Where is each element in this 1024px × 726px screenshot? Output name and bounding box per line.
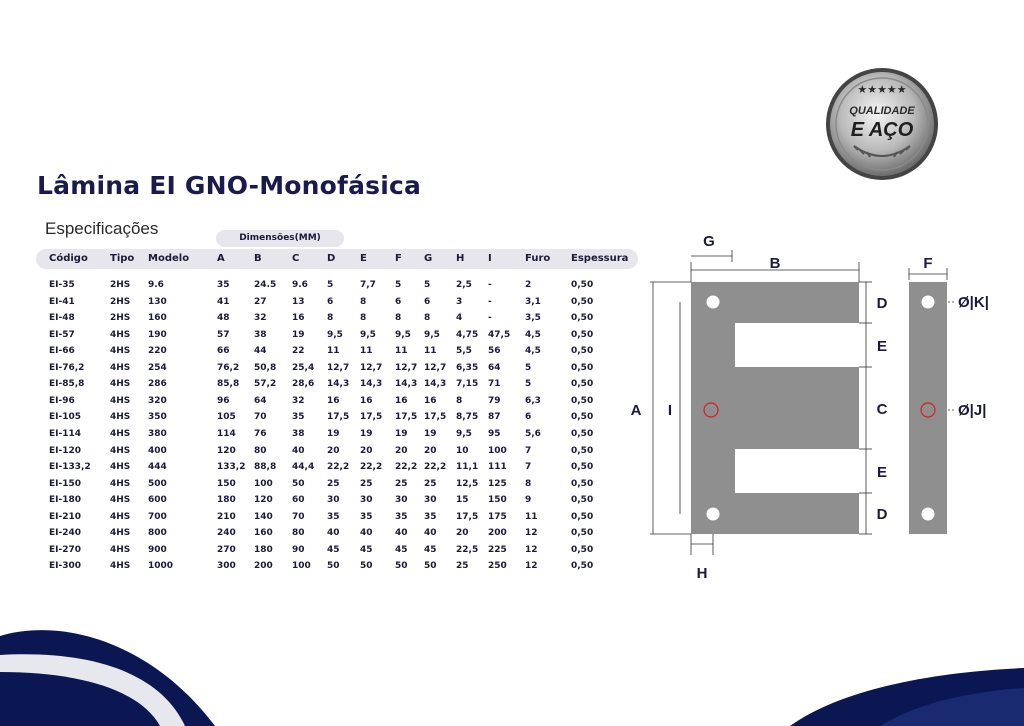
- table-cell: EI-85,8: [49, 379, 85, 390]
- table-cell: 4HS: [110, 561, 131, 572]
- table-cell: 50: [424, 561, 437, 572]
- table-cell: 50: [327, 561, 340, 572]
- table-cell: 4HS: [110, 346, 131, 357]
- table-cell: 220: [148, 346, 167, 357]
- table-cell: 120: [254, 495, 273, 506]
- table-cell: 12: [525, 528, 538, 539]
- table-cell: 2HS: [110, 313, 131, 324]
- table-cell: 50: [395, 561, 408, 572]
- table-cell: 4,5: [525, 329, 541, 340]
- table-cell: 16: [424, 395, 437, 406]
- table-cell: 16: [360, 395, 373, 406]
- table-cell: 4HS: [110, 362, 131, 373]
- table-cell: 8: [456, 395, 463, 406]
- table-cell: 30: [424, 495, 437, 506]
- table-cell: 125: [488, 478, 507, 489]
- label-e-top: E: [876, 338, 888, 355]
- table-cell: 17,5: [327, 412, 350, 423]
- table-cell: 5: [424, 280, 431, 290]
- table-cell: 22,2: [327, 462, 350, 473]
- table-cell: 56: [488, 346, 501, 357]
- table-cell: 9,5: [456, 429, 472, 439]
- table-header-cell: D: [327, 253, 336, 264]
- table-cell: 40: [327, 528, 340, 539]
- table-cell: 12: [525, 544, 538, 555]
- table-cell: 88,8: [254, 462, 277, 473]
- table-cell: 8: [395, 313, 402, 324]
- e-bottom-hole: [707, 508, 720, 521]
- table-cell: 76: [254, 429, 267, 439]
- table-cell: 40: [360, 528, 373, 539]
- table-cell: 90: [292, 544, 305, 555]
- e-lamination-shape: [691, 282, 859, 534]
- table-cell: 32: [254, 313, 267, 324]
- table-cell: 28,6: [292, 379, 315, 390]
- table-cell: 4HS: [110, 462, 131, 473]
- table-cell: 76,2: [217, 362, 240, 373]
- i-bottom-hole: [922, 508, 935, 521]
- table-cell: 40: [424, 528, 437, 539]
- table-cell: 95: [488, 429, 501, 439]
- table-cell: 4HS: [110, 412, 131, 423]
- table-cell: 250: [488, 561, 507, 572]
- table-cell: 20: [456, 528, 469, 539]
- table-header-cell: Espessura: [571, 253, 629, 264]
- table-cell: 12,7: [360, 362, 383, 373]
- table-cell: EI-150: [49, 478, 82, 489]
- table-cell: 0,50: [571, 528, 594, 539]
- table-cell: 5: [395, 280, 402, 290]
- label-g: G: [703, 233, 715, 250]
- table-cell: 20: [424, 445, 437, 456]
- table-cell: 0,50: [571, 511, 594, 522]
- table-cell: 5: [525, 362, 532, 373]
- table-cell: EI-76,2: [49, 362, 85, 373]
- table-cell: 444: [148, 462, 167, 473]
- table-cell: 5,5: [456, 346, 472, 357]
- table-cell: 60: [292, 495, 305, 506]
- table-cell: 0,50: [571, 544, 594, 555]
- table-cell: -: [488, 280, 492, 290]
- table-cell: 25: [395, 478, 408, 489]
- table-cell: EI-35: [49, 280, 75, 290]
- table-cell: 35: [292, 412, 305, 423]
- table-cell: 57,2: [254, 379, 277, 390]
- table-cell: 4,5: [525, 346, 541, 357]
- table-cell: 70: [292, 511, 305, 522]
- table-cell: EI-133,2: [49, 462, 91, 473]
- table-cell: 14,3: [395, 379, 418, 390]
- svg-text:★★★★★: ★★★★★: [857, 84, 907, 96]
- table-cell: 800: [148, 528, 167, 539]
- table-cell: 24.5: [254, 280, 277, 290]
- table-cell: 16: [395, 395, 408, 406]
- i-lamination-shape: [909, 282, 947, 534]
- table-cell: 7: [525, 445, 532, 456]
- table-cell: 6: [424, 296, 431, 307]
- table-cell: 15: [456, 495, 469, 506]
- table-cell: 50: [360, 561, 373, 572]
- table-cell: 133,2: [217, 462, 246, 473]
- table-cell: 4HS: [110, 478, 131, 489]
- table-cell: 47,5: [488, 329, 511, 340]
- table-header-cell: B: [254, 253, 262, 264]
- table-cell: 9: [525, 495, 532, 506]
- table-cell: 350: [148, 412, 167, 423]
- table-cell: 9,5: [424, 329, 440, 340]
- table-cell: 11: [424, 346, 437, 357]
- table-header-cell: Tipo: [110, 253, 135, 264]
- table-cell: 6: [395, 296, 402, 307]
- table-cell: 12,7: [395, 362, 418, 373]
- table-cell: 8: [327, 313, 334, 324]
- table-cell: 4HS: [110, 329, 131, 340]
- table-cell: 140: [254, 511, 273, 522]
- table-cell: EI-48: [49, 313, 75, 324]
- table-cell: 180: [217, 495, 236, 506]
- table-cell: 4HS: [110, 379, 131, 390]
- table-cell: 45: [424, 544, 437, 555]
- page-title: Lâmina EI GNO-Monofásica: [37, 171, 422, 200]
- table-cell: 320: [148, 395, 167, 406]
- table-cell: 3: [456, 296, 463, 307]
- section-subtitle: Especificações: [45, 219, 159, 238]
- table-cell: 6: [525, 412, 532, 423]
- table-cell: 14,3: [360, 379, 383, 390]
- table-cell: 9,5: [395, 329, 411, 340]
- table-cell: 100: [292, 561, 311, 572]
- table-cell: 19: [360, 429, 373, 439]
- table-cell: 5,6: [525, 429, 541, 439]
- table-cell: 2: [525, 280, 532, 290]
- table-cell: 45: [360, 544, 373, 555]
- table-cell: EI-57: [49, 329, 75, 340]
- table-cell: 22,2: [424, 462, 447, 473]
- table-cell: 11,1: [456, 462, 479, 473]
- table-cell: 380: [148, 429, 167, 439]
- table-cell: 64: [254, 395, 267, 406]
- table-cell: 6: [327, 296, 334, 307]
- table-cell: 0,50: [571, 362, 594, 373]
- table-cell: 40: [395, 528, 408, 539]
- table-cell: EI-105: [49, 412, 82, 423]
- table-cell: 16: [327, 395, 340, 406]
- table-cell: 30: [395, 495, 408, 506]
- e-top-hole: [707, 296, 720, 309]
- table-cell: EI-300: [49, 561, 82, 572]
- table-cell: 4: [456, 313, 463, 324]
- table-cell: 3,1: [525, 296, 541, 307]
- table-cell: 6,3: [525, 395, 541, 406]
- table-cell: 0,50: [571, 296, 594, 307]
- table-cell: 44: [254, 346, 267, 357]
- table-cell: 4,75: [456, 329, 479, 340]
- table-cell: 100: [488, 445, 507, 456]
- table-cell: 10: [456, 445, 469, 456]
- label-b: B: [769, 255, 781, 272]
- table-cell: 286: [148, 379, 167, 390]
- table-cell: 22,5: [456, 544, 479, 555]
- table-cell: 20: [395, 445, 408, 456]
- table-header-cell: A: [217, 253, 225, 264]
- table-header-cell: Código: [49, 253, 88, 264]
- table-cell: 14,3: [424, 379, 447, 390]
- table-header-cell: H: [456, 253, 465, 264]
- table-cell: 14,3: [327, 379, 350, 390]
- table-cell: 20: [360, 445, 373, 456]
- table-cell: 150: [217, 478, 236, 489]
- seal-text-line1: QUALIDADE: [849, 105, 915, 117]
- table-cell: 111: [488, 462, 507, 473]
- table-cell: 25,4: [292, 362, 315, 373]
- table-cell: 50: [292, 478, 305, 489]
- table-cell: 175: [488, 511, 507, 522]
- table-cell: 80: [292, 528, 305, 539]
- table-cell: 0,50: [571, 561, 594, 572]
- table-cell: 0,50: [571, 379, 594, 390]
- table-cell: 41: [217, 296, 230, 307]
- table-cell: EI-120: [49, 445, 82, 456]
- table-cell: 96: [217, 395, 230, 406]
- label-h: H: [696, 565, 708, 582]
- table-cell: 22,2: [360, 462, 383, 473]
- table-cell: 22,2: [395, 462, 418, 473]
- table-cell: 0,50: [571, 429, 594, 439]
- table-cell: EI-180: [49, 495, 82, 506]
- table-cell: 27: [254, 296, 267, 307]
- table-header-cell: Furo: [525, 253, 551, 264]
- table-cell: 35: [395, 511, 408, 522]
- table-cell: 25: [424, 478, 437, 489]
- table-cell: 11: [525, 511, 538, 522]
- table-cell: 8,75: [456, 412, 479, 423]
- table-cell: 2,5: [456, 280, 472, 290]
- table-cell: 4HS: [110, 395, 131, 406]
- table-cell: 11: [327, 346, 340, 357]
- table-cell: EI-41: [49, 296, 75, 307]
- table-cell: 64: [488, 362, 501, 373]
- table-cell: 0,50: [571, 395, 594, 406]
- table-cell: 2HS: [110, 280, 131, 290]
- table-header-cell: Modelo: [148, 253, 190, 264]
- seal-text-line2: E AÇO: [850, 119, 914, 141]
- table-cell: 0,50: [571, 313, 594, 324]
- table-cell: 0,50: [571, 329, 594, 340]
- table-cell: 16: [292, 313, 305, 324]
- table-cell: 8: [360, 313, 367, 324]
- table-cell: 13: [292, 296, 305, 307]
- table-header-cell: I: [488, 253, 492, 264]
- table-cell: 130: [148, 296, 167, 307]
- table-cell: -: [488, 296, 492, 307]
- table-cell: 4HS: [110, 511, 131, 522]
- table-cell: 500: [148, 478, 167, 489]
- table-cell: EI-66: [49, 346, 75, 357]
- table-cell: 35: [424, 511, 437, 522]
- table-cell: 105: [217, 412, 236, 423]
- table-cell: 40: [292, 445, 305, 456]
- label-c: C: [876, 401, 888, 418]
- table-cell: 0,50: [571, 346, 594, 357]
- table-cell: 71: [488, 379, 501, 390]
- table-cell: 2HS: [110, 296, 131, 307]
- label-i: I: [667, 402, 673, 419]
- table-cell: 70: [254, 412, 267, 423]
- table-cell: 17,5: [424, 412, 447, 423]
- table-cell: 400: [148, 445, 167, 456]
- table-cell: 1000: [148, 561, 174, 572]
- table-cell: 19: [395, 429, 408, 439]
- table-cell: 0,50: [571, 445, 594, 456]
- table-cell: 25: [327, 478, 340, 489]
- label-e-bottom: E: [876, 464, 888, 481]
- label-d-top: D: [876, 295, 888, 312]
- label-a: A: [630, 402, 642, 419]
- table-cell: 0,50: [571, 412, 594, 423]
- table-cell: 80: [254, 445, 267, 456]
- table-cell: 4HS: [110, 429, 131, 439]
- table-cell: 19: [424, 429, 437, 439]
- table-cell: 9,5: [327, 329, 343, 340]
- table-header-cell: C: [292, 253, 300, 264]
- table-cell: 85,8: [217, 379, 240, 390]
- table-cell: 114: [217, 429, 236, 439]
- table-cell: 20: [327, 445, 340, 456]
- table-cell: 22: [292, 346, 305, 357]
- table-cell: EI-240: [49, 528, 82, 539]
- table-cell: 45: [327, 544, 340, 555]
- table-cell: 12,5: [456, 478, 479, 489]
- table-cell: EI-270: [49, 544, 82, 555]
- table-cell: 30: [327, 495, 340, 506]
- table-cell: 180: [254, 544, 273, 555]
- table-cell: 4HS: [110, 544, 131, 555]
- table-cell: 48: [217, 313, 230, 324]
- table-cell: 35: [360, 511, 373, 522]
- table-cell: 900: [148, 544, 167, 555]
- table-cell: 9,5: [360, 329, 376, 340]
- table-cell: 35: [217, 280, 230, 290]
- table-cell: 12,7: [327, 362, 350, 373]
- table-cell: 0,50: [571, 462, 594, 473]
- table-cell: 7,7: [360, 280, 376, 290]
- table-cell: 17,5: [360, 412, 383, 423]
- table-cell: 3,5: [525, 313, 541, 324]
- label-f: F: [923, 255, 933, 272]
- table-cell: 57: [217, 329, 230, 340]
- lamination-diagram: [620, 228, 1020, 588]
- table-cell: 66: [217, 346, 230, 357]
- table-cell: 8: [360, 296, 367, 307]
- table-cell: 87: [488, 412, 501, 423]
- quality-seal-logo: [824, 66, 940, 182]
- table-header-cell: F: [395, 253, 402, 264]
- table-cell: 270: [217, 544, 236, 555]
- table-cell: 0,50: [571, 478, 594, 489]
- table-cell: 700: [148, 511, 167, 522]
- table-cell: 210: [217, 511, 236, 522]
- table-cell: 17,5: [395, 412, 418, 423]
- label-j-hole: Ø|J|: [958, 402, 987, 419]
- table-cell: 25: [360, 478, 373, 489]
- table-cell: 190: [148, 329, 167, 340]
- table-cell: 200: [488, 528, 507, 539]
- table-cell: 7,15: [456, 379, 479, 390]
- table-cell: 600: [148, 495, 167, 506]
- table-cell: 160: [148, 313, 167, 324]
- table-cell: 8: [424, 313, 431, 324]
- table-cell: EI-210: [49, 511, 82, 522]
- table-cell: 4HS: [110, 528, 131, 539]
- table-cell: 150: [488, 495, 507, 506]
- i-top-hole: [922, 296, 935, 309]
- table-cell: 11: [360, 346, 373, 357]
- table-cell: 12: [525, 561, 538, 572]
- table-cell: 38: [254, 329, 267, 340]
- table-cell: 19: [327, 429, 340, 439]
- table-header-cell: G: [424, 253, 433, 264]
- table-header-cell: E: [360, 253, 367, 264]
- table-cell: 38: [292, 429, 305, 439]
- table-cell: 300: [217, 561, 236, 572]
- table-cell: 6,35: [456, 362, 479, 373]
- table-cell: EI-114: [49, 429, 82, 439]
- table-cell: EI-96: [49, 395, 75, 406]
- table-cell: 9.6: [148, 280, 164, 290]
- table-cell: 254: [148, 362, 167, 373]
- table-cell: 8: [525, 478, 532, 489]
- table-cell: 19: [292, 329, 305, 340]
- table-cell: 0,50: [571, 280, 594, 290]
- label-k-hole: Ø|K|: [958, 294, 989, 311]
- table-cell: 17,5: [456, 511, 479, 522]
- table-cell: 25: [456, 561, 469, 572]
- table-cell: 160: [254, 528, 273, 539]
- table-cell: 44,4: [292, 462, 315, 473]
- table-cell: 32: [292, 395, 305, 406]
- table-cell: 120: [217, 445, 236, 456]
- table-cell: 4HS: [110, 445, 131, 456]
- table-cell: 100: [254, 478, 273, 489]
- table-cell: 30: [360, 495, 373, 506]
- table-cell: 225: [488, 544, 507, 555]
- table-cell: 79: [488, 395, 501, 406]
- table-cell: -: [488, 313, 492, 324]
- table-cell: 240: [217, 528, 236, 539]
- table-cell: 0,50: [571, 495, 594, 506]
- table-cell: 9.6: [292, 280, 308, 290]
- table-cell: 50,8: [254, 362, 277, 373]
- table-cell: 11: [395, 346, 408, 357]
- table-cell: 4HS: [110, 495, 131, 506]
- table-cell: 35: [327, 511, 340, 522]
- table-cell: 7: [525, 462, 532, 473]
- table-cell: 45: [395, 544, 408, 555]
- table-cell: 12,7: [424, 362, 447, 373]
- table-cell: 5: [525, 379, 532, 390]
- label-d-bottom: D: [876, 506, 888, 523]
- table-cell: 5: [327, 280, 334, 290]
- table-cell: 200: [254, 561, 273, 572]
- dimensions-header-pill: Dimensões(MM): [216, 230, 344, 247]
